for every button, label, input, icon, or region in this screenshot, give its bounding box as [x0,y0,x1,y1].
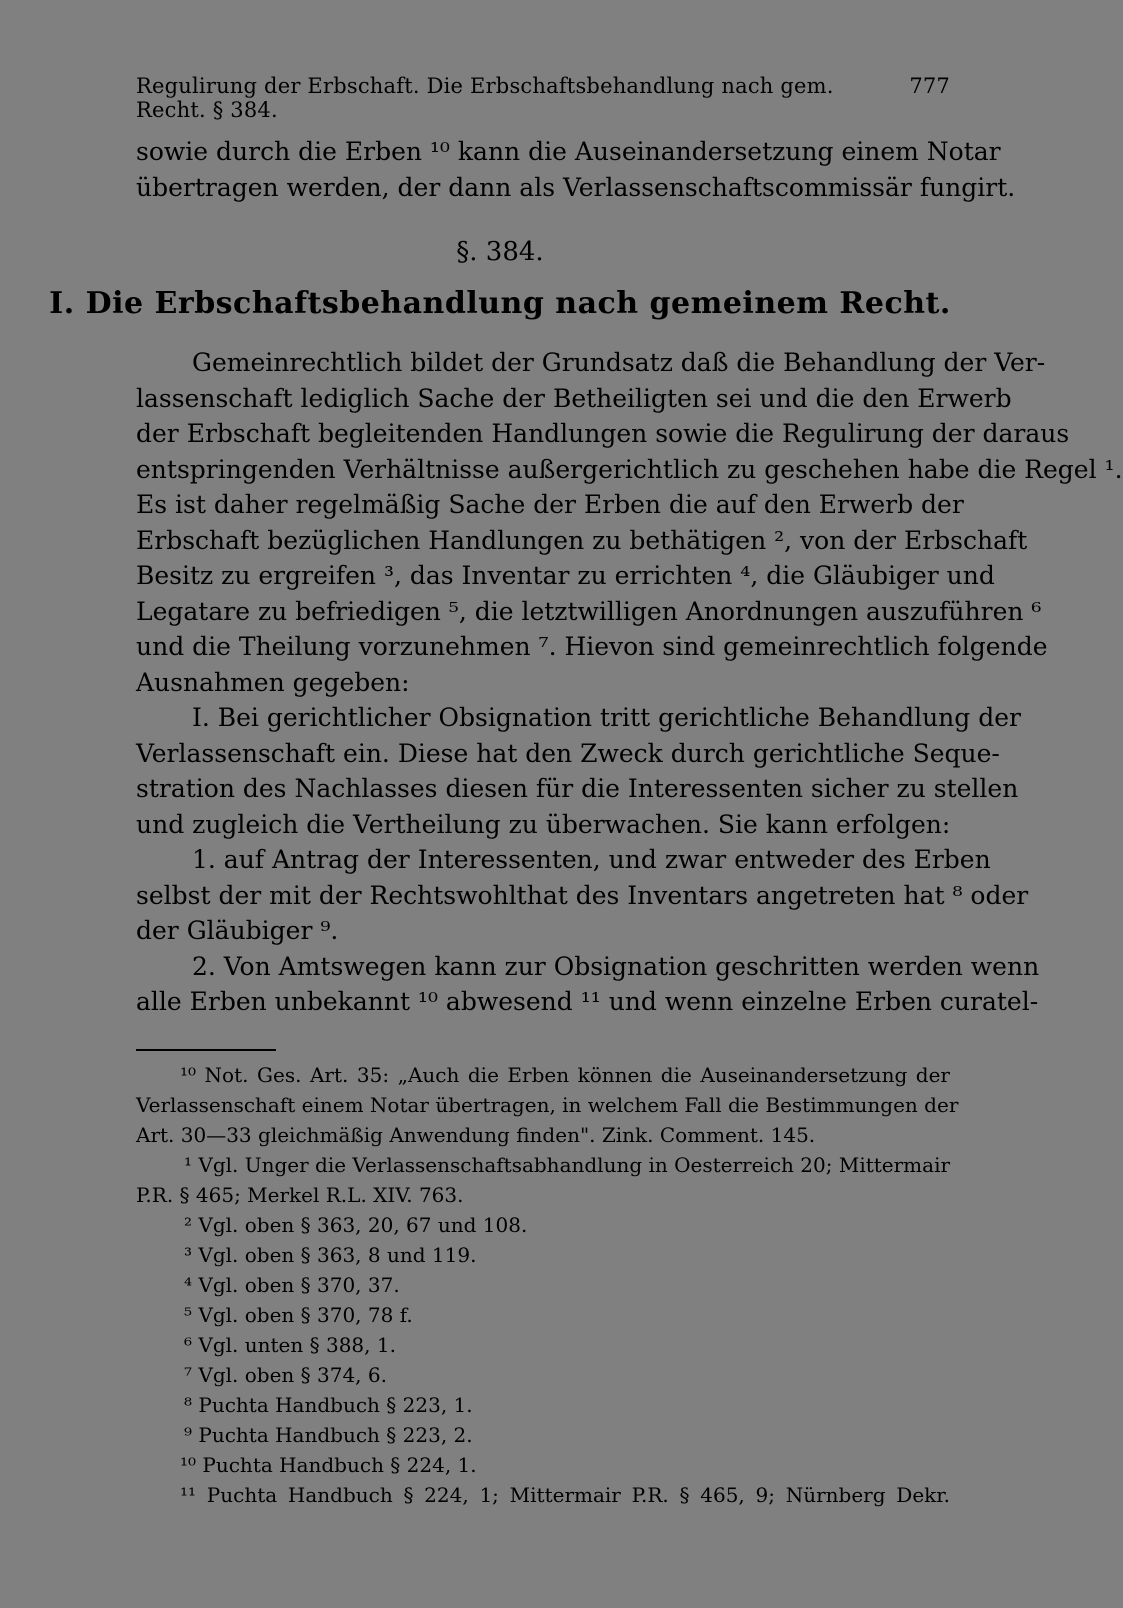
text-line: sowie durch die Erben ¹⁰ kann die Auseinandersetzung einem Notar [136,137,1001,166]
text-line: der Erbschaft begleitenden Handlungen sowie die Regulirung der daraus [136,419,1070,448]
body-text [136,345,1123,1020]
text-line: entspringenden Verhältnisse außergerichtlich zu geschehen habe die Regel ¹. [136,454,1123,484]
text-line: Ausnahmen gegeben: [136,667,410,697]
footnote-line: ⁷ Vgl. oben § 374, 6. [184,1363,387,1387]
footnote-line: Art. 30—33 gleichmäßig Anwendung finden". Zink. Comment. 145. [136,1123,816,1147]
text-line: 1. auf Antrag der Interessenten, und zwar entweder des Erben [192,845,991,874]
section-heading: I. Die Erbschaftsbehandlung nach gemeinem Recht. [49,286,951,321]
footnote-line: ⁹ Puchta Handbuch § 223, 2. [184,1423,473,1447]
footnote-line: ¹⁰ Puchta Handbuch § 224, 1. [180,1453,477,1477]
footnote-line: ³ Vgl. oben § 363, 8 und 119. [184,1243,477,1267]
footnote-line: ² Vgl. oben § 363, 20, 67 und 108. [184,1213,528,1237]
text-line: lassenschaft lediglich Sache der Betheiligten sei und die den Erwerb [136,383,1012,413]
footnote-line: Verlassenschaft einem Notar übertragen, in welchem Fall die Bestimmungen der [136,1093,959,1117]
text-line: und die Theilung vorzunehmen ⁷. Hievon sind gemeinrechtlich folgende [136,632,1048,661]
intro-paragraph [136,134,1016,205]
text-line: Besitz zu ergreifen ³, das Inventar zu errichten ⁴, die Gläubiger und [136,561,995,590]
footnote-line: ¹ Vgl. Unger die Verlassenschaftsabhandlung in Oesterreich 20; Mittermair [184,1153,951,1177]
text-line: der Gläubiger ⁹. [136,916,339,945]
text-line: Gemeinrechtlich bildet der Grundsatz daß die Behandlung der Ver- [192,348,1046,377]
footnote-rule [136,1049,276,1051]
footnote-line: ⁴ Vgl. oben § 370, 37. [184,1273,400,1297]
footnotes [136,1060,959,1510]
footnote-line: ⁸ Puchta Handbuch § 223, 1. [184,1393,473,1417]
text-line: 2. Von Amtswegen kann zur Obsignation geschritten werden wenn [192,951,1040,981]
text-line: Verlassenschaft ein. Diese hat den Zweck durch gerichtliche Seque- [136,738,1000,768]
page-number: 777 [909,74,950,98]
footnote-line: ¹¹ Puchta Handbuch § 224, 1; Mittermair P.R. § 465, 9; Nürnberg Dekr. [180,1483,950,1507]
footnote-line: ⁵ Vgl. oben § 370, 78 f. [184,1303,413,1327]
running-head [136,74,950,122]
section-number: §. 384. [456,237,544,267]
footnote-line: ¹⁰ Not. Ges. Art. 35: „Auch die Erben können die Auseinandersetzung der [180,1063,950,1087]
text-line: Erbschaft bezüglichen Handlungen zu bethätigen ², von der Erbschaft [136,525,1028,555]
running-head-title: Regulirung der Erbschaft. Die Erbschaftsbehandlung nach gem. Recht. § 384. [136,74,834,122]
footnote-line: ⁶ Vgl. unten § 388, 1. [184,1333,396,1357]
text-line: stration des Nachlasses diesen für die Interessenten sicher zu stellen [136,774,1019,803]
text-line: Es ist daher regelmäßig Sache der Erben die auf den Erwerb der [136,490,964,519]
text-line: selbst der mit der Rechtswohlthat des Inventars angetreten hat ⁸ oder [136,880,1029,910]
text-line: I. Bei gerichtlicher Obsignation tritt gerichtliche Behandlung der [192,703,1021,732]
footnote-line: P.R. § 465; Merkel R.L. XIV. 763. [136,1183,464,1207]
text-line: übertragen werden, der dann als Verlassenschaftscommissär fungirt. [136,172,1016,202]
text-line: alle Erben unbekannt ¹⁰ abwesend ¹¹ und wenn einzelne Erben curatel- [136,987,1039,1016]
text-line: Legatare zu befriedigen ⁵, die letztwilligen Anordnungen auszuführen ⁶ [136,596,1042,626]
text-line: und zugleich die Vertheilung zu überwachen. Sie kann erfolgen: [136,809,951,839]
